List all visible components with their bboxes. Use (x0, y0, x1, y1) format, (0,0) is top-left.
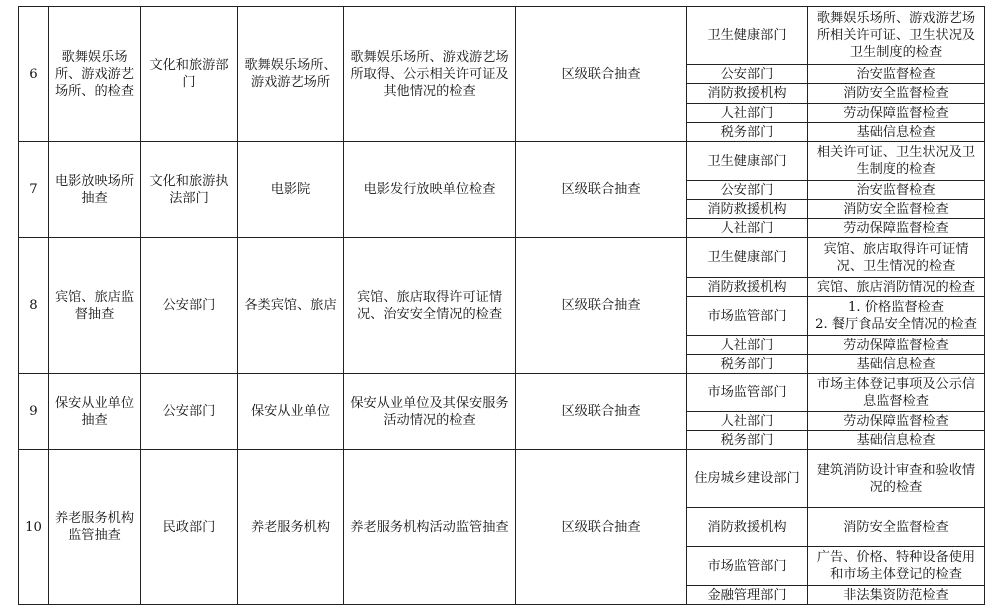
table-row (19, 374, 985, 412)
inspection-content: 养老服务机构活动监管抽查 (344, 450, 516, 605)
inspection-target: 养老服务机构 (238, 450, 344, 605)
partner-task: 建筑消防设计审查和验收情况的检查 (808, 450, 985, 508)
inspection-target: 保安从业单位 (238, 374, 344, 450)
lead-department: 民政部门 (141, 450, 238, 605)
inspection-content: 电影发行放映单位检查 (344, 142, 516, 238)
partner-department: 市场监管部门 (687, 374, 808, 412)
partner-department: 税务部门 (687, 355, 808, 374)
partner-department: 卫生健康部门 (687, 238, 808, 278)
partner-task: 劳动保障监督检查 (808, 219, 985, 238)
partner-task: 宾馆、旅店消防情况的检查 (808, 278, 985, 297)
partner-task: 相关许可证、卫生状况及卫生制度的检查 (808, 142, 985, 181)
partner-department: 金融管理部门 (687, 586, 808, 605)
partner-task: 1. 价格监督检查 2. 餐厅食品安全情况的检查 (808, 297, 985, 336)
partner-department: 住房城乡建设部门 (687, 450, 808, 508)
table-row (19, 238, 985, 278)
partner-task: 治安监督检查 (808, 65, 985, 84)
partner-department: 消防救援机构 (687, 508, 808, 547)
partner-task: 歌舞娱乐场所、游戏游艺场所相关许可证、卫生状况及卫生制度的检查 (808, 7, 985, 65)
lead-department: 公安部门 (141, 238, 238, 374)
partner-task: 广告、价格、特种设备使用和市场主体登记的检查 (808, 547, 985, 586)
partner-department: 税务部门 (687, 431, 808, 450)
inspection-table (18, 6, 985, 605)
partner-task: 劳动保障监督检查 (808, 412, 985, 431)
inspection-item: 宾馆、旅店监督抽查 (49, 238, 141, 374)
partner-department: 人社部门 (687, 336, 808, 355)
inspection-target: 电影院 (238, 142, 344, 238)
row-number: 10 (19, 450, 49, 605)
inspection-item: 养老服务机构监管抽查 (49, 450, 141, 605)
partner-department: 市场监管部门 (687, 547, 808, 586)
partner-department: 卫生健康部门 (687, 7, 808, 65)
table-body (19, 7, 985, 605)
partner-department: 市场监管部门 (687, 297, 808, 336)
partner-task: 基础信息检查 (808, 123, 985, 142)
lead-department: 文化和旅游执法部门 (141, 142, 238, 238)
inspection-mode: 区级联合抽查 (516, 374, 687, 450)
row-number: 7 (19, 142, 49, 238)
row-number: 8 (19, 238, 49, 374)
lead-department: 文化和旅游部门 (141, 7, 238, 142)
lead-department: 公安部门 (141, 374, 238, 450)
inspection-item: 电影放映场所抽查 (49, 142, 141, 238)
partner-department: 卫生健康部门 (687, 142, 808, 181)
inspection-target: 各类宾馆、旅店 (238, 238, 344, 374)
partner-department: 消防救援机构 (687, 200, 808, 219)
inspection-target: 歌舞娱乐场所、游戏游艺场所 (238, 7, 344, 142)
partner-department: 人社部门 (687, 219, 808, 238)
partner-task: 基础信息检查 (808, 431, 985, 450)
partner-task: 劳动保障监督检查 (808, 336, 985, 355)
partner-task: 劳动保障监督检查 (808, 104, 985, 123)
partner-task: 消防安全监督检查 (808, 200, 985, 219)
table-row (19, 142, 985, 181)
inspection-mode: 区级联合抽查 (516, 142, 687, 238)
inspection-mode: 区级联合抽查 (516, 7, 687, 142)
partner-department: 公安部门 (687, 65, 808, 84)
inspection-content: 歌舞娱乐场所、游戏游艺场所取得、公示相关许可证及其他情况的检查 (344, 7, 516, 142)
partner-department: 公安部门 (687, 181, 808, 200)
partner-task: 治安监督检查 (808, 181, 985, 200)
inspection-content: 保安从业单位及其保安服务活动情况的检查 (344, 374, 516, 450)
row-number: 9 (19, 374, 49, 450)
partner-task: 宾馆、旅店取得许可证情况、卫生情况的检查 (808, 238, 985, 278)
inspection-mode: 区级联合抽查 (516, 450, 687, 605)
partner-task: 消防安全监督检查 (808, 508, 985, 547)
row-number: 6 (19, 7, 49, 142)
inspection-mode: 区级联合抽查 (516, 238, 687, 374)
table-row (19, 450, 985, 508)
partner-task: 非法集资防范检查 (808, 586, 985, 605)
partner-department: 人社部门 (687, 412, 808, 431)
table-row (19, 7, 985, 65)
inspection-item: 保安从业单位抽查 (49, 374, 141, 450)
partner-task: 市场主体登记事项及公示信息监督检查 (808, 374, 985, 412)
partner-task: 消防安全监督检查 (808, 84, 985, 104)
inspection-content: 宾馆、旅店取得许可证情况、治安安全情况的检查 (344, 238, 516, 374)
partner-department: 人社部门 (687, 104, 808, 123)
partner-department: 消防救援机构 (687, 278, 808, 297)
inspection-item: 歌舞娱乐场所、游戏游艺场所、的检查 (49, 7, 141, 142)
partner-task: 基础信息检查 (808, 355, 985, 374)
partner-department: 消防救援机构 (687, 84, 808, 104)
partner-department: 税务部门 (687, 123, 808, 142)
